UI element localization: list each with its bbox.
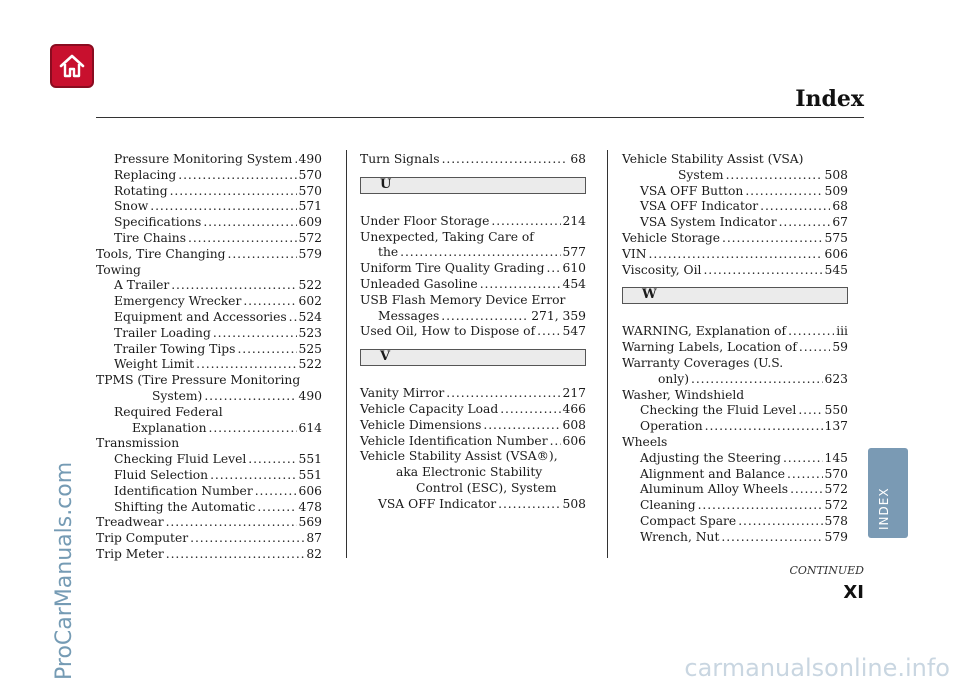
entry-label: Operation xyxy=(640,419,703,434)
page-reference[interactable]: 68 xyxy=(570,152,586,166)
page-reference[interactable]: 508 xyxy=(824,167,848,182)
entry-label: Vehicle Identification Number xyxy=(360,433,548,448)
page-reference[interactable]: 87 xyxy=(306,531,322,546)
index-entry[interactable] xyxy=(360,245,586,261)
index-heading: Warranty Coverages (U.S. xyxy=(622,355,784,370)
index-entry[interactable] xyxy=(96,342,322,358)
entry-label: Under Floor Storage xyxy=(360,213,490,228)
entry-label: WARNING, Explanation of xyxy=(622,324,787,339)
dot-leader xyxy=(188,231,296,247)
dot-leader xyxy=(726,168,823,184)
index-column-3 xyxy=(622,152,848,546)
entry-label: Vehicle Dimensions xyxy=(360,417,482,432)
entry-label: Trip Computer xyxy=(96,531,189,546)
column-divider xyxy=(607,150,608,558)
dot-leader xyxy=(204,389,296,405)
index-heading: Washer, Windshield xyxy=(622,387,745,402)
entry-label: Shifting the Automatic xyxy=(114,499,256,514)
entry-label: Replacing xyxy=(114,167,177,182)
index-entry[interactable] xyxy=(622,168,848,184)
entry-label: Turn Signals xyxy=(360,152,440,166)
index-entry[interactable] xyxy=(96,357,322,373)
index-entry[interactable] xyxy=(360,402,586,418)
index-entry[interactable] xyxy=(622,498,848,514)
dot-leader xyxy=(783,451,823,467)
home-icon xyxy=(57,51,87,81)
index-entry[interactable] xyxy=(96,247,322,263)
dot-leader xyxy=(248,452,296,468)
dot-leader xyxy=(255,484,297,500)
letter-section-header xyxy=(360,177,586,194)
page-reference[interactable]: 522 xyxy=(298,278,322,293)
index-entry[interactable] xyxy=(96,484,322,500)
page-reference[interactable]: 606 xyxy=(562,433,586,448)
page-reference[interactable]: 137 xyxy=(824,419,848,434)
page-reference[interactable]: 524 xyxy=(298,309,322,324)
page-reference[interactable]: 606 xyxy=(824,246,848,261)
entry-label: Snow xyxy=(114,199,149,214)
page-reference[interactable]: 490 xyxy=(298,152,322,166)
entry-label: Emergency Wrecker xyxy=(114,294,242,309)
page-reference[interactable]: 606 xyxy=(298,483,322,498)
dot-leader xyxy=(546,261,560,277)
entry-label: VSA OFF Indicator xyxy=(640,199,759,214)
index-entry[interactable] xyxy=(96,231,322,247)
page-reference[interactable]: 551 xyxy=(298,467,322,482)
index-entry[interactable] xyxy=(96,168,322,184)
dot-leader xyxy=(721,530,822,546)
page-reference[interactable]: 569 xyxy=(298,515,322,530)
letter-section-header xyxy=(360,349,586,366)
page-reference[interactable]: 572 xyxy=(824,498,848,513)
index-entry[interactable] xyxy=(360,309,586,325)
entry-label: System) xyxy=(152,388,203,403)
index-heading: Towing xyxy=(96,262,141,277)
index-entry[interactable] xyxy=(96,152,322,168)
page-reference[interactable]: 525 xyxy=(298,341,322,356)
index-entry[interactable] xyxy=(360,261,586,277)
dot-leader xyxy=(798,403,822,419)
index-entry[interactable] xyxy=(622,372,848,388)
entry-label: System xyxy=(678,167,724,182)
index-side-tab[interactable] xyxy=(868,448,908,538)
index-entry[interactable] xyxy=(96,199,322,215)
entry-label: Unleaded Gasoline xyxy=(360,276,478,291)
entry-label: Trailer Loading xyxy=(114,325,211,340)
page-reference[interactable]: 614 xyxy=(298,420,322,435)
dot-leader xyxy=(799,340,830,356)
entry-label: Equipment and Accessories xyxy=(114,309,287,324)
dot-leader xyxy=(480,277,561,293)
index-entry[interactable] xyxy=(622,482,848,498)
entry-label: Checking Fluid Level xyxy=(114,452,247,467)
index-entry[interactable] xyxy=(96,184,322,200)
index-heading: TPMS (Tire Pressure Monitoring xyxy=(96,373,301,388)
entry-label: the xyxy=(378,245,399,260)
dot-leader xyxy=(190,531,304,547)
dot-leader xyxy=(166,515,297,531)
index-entry[interactable] xyxy=(622,324,848,340)
index-entry[interactable] xyxy=(96,326,322,342)
entry-label: Warning Labels, Location of xyxy=(622,340,797,355)
index-heading: Unexpected, Taking Care of xyxy=(360,229,534,244)
dot-leader xyxy=(166,547,305,563)
entry-label: Viscosity, Oil xyxy=(622,262,702,277)
letter-section-header xyxy=(622,287,848,304)
dot-leader xyxy=(289,310,297,326)
page-reference[interactable]: 570 xyxy=(824,466,848,481)
dot-leader xyxy=(257,500,296,516)
dot-leader xyxy=(294,152,296,168)
dot-leader xyxy=(722,231,823,247)
index-entry[interactable] xyxy=(622,231,848,247)
entry-label: VSA OFF Button xyxy=(640,183,744,198)
index-entry[interactable] xyxy=(360,277,586,293)
page-reference[interactable]: 609 xyxy=(298,215,322,230)
dot-leader xyxy=(788,324,834,340)
index-heading: USB Flash Memory Device Error xyxy=(360,292,566,307)
entry-label: Vanity Mirror xyxy=(360,386,445,401)
entry-label: Treadwear xyxy=(96,515,164,530)
index-entry[interactable] xyxy=(360,497,586,513)
dot-leader xyxy=(209,421,297,437)
entry-label: Cleaning xyxy=(640,498,696,513)
entry-label: Trip Meter xyxy=(96,546,164,561)
dot-leader xyxy=(150,199,296,215)
index-entry[interactable] xyxy=(96,452,322,468)
page-number: XI xyxy=(843,582,864,603)
dot-leader xyxy=(500,402,560,418)
page-reference[interactable]: 572 xyxy=(298,230,322,245)
page-reference[interactable]: 602 xyxy=(298,294,322,309)
index-entry[interactable] xyxy=(96,468,322,484)
page-reference[interactable]: 454 xyxy=(562,276,586,291)
entry-label: Tools, Tire Changing xyxy=(96,246,226,261)
index-entry[interactable] xyxy=(360,386,586,402)
dot-leader xyxy=(498,497,560,513)
index-entry[interactable] xyxy=(622,184,848,200)
entry-label: Fluid Selection xyxy=(114,467,209,482)
index-entry[interactable] xyxy=(360,324,586,340)
index-heading: aka Electronic Stability xyxy=(396,465,543,480)
dot-leader xyxy=(760,199,830,215)
entry-label: Explanation xyxy=(132,420,207,435)
index-entry[interactable] xyxy=(360,214,586,230)
section-letter: V xyxy=(380,349,391,365)
index-entry[interactable] xyxy=(622,530,848,546)
page-reference[interactable]: 490 xyxy=(298,388,322,403)
index-entry[interactable] xyxy=(622,467,848,483)
page-reference[interactable]: 508 xyxy=(562,496,586,511)
dot-leader xyxy=(537,324,560,340)
page-reference[interactable]: 478 xyxy=(298,499,322,514)
entry-label: Rotating xyxy=(114,183,168,198)
index-entry[interactable] xyxy=(622,451,848,467)
index-entry[interactable] xyxy=(96,500,322,516)
page-reference[interactable]: 579 xyxy=(824,529,848,544)
section-letter: W xyxy=(642,287,657,303)
index-heading: Transmission xyxy=(96,436,180,451)
entry-label: Adjusting the Steering xyxy=(640,450,781,465)
page-reference[interactable]: 522 xyxy=(298,357,322,372)
page-reference[interactable]: 67 xyxy=(832,215,848,230)
dot-leader xyxy=(491,214,560,230)
dot-leader xyxy=(787,467,823,483)
index-entry[interactable] xyxy=(96,547,322,563)
watermark-left: ProCarManuals.com xyxy=(52,461,77,680)
dot-leader xyxy=(698,498,823,514)
dot-leader xyxy=(243,294,296,310)
header-divider xyxy=(96,117,864,118)
index-entry[interactable] xyxy=(622,419,848,435)
continued-label: CONTINUED xyxy=(789,564,864,577)
dot-leader xyxy=(691,372,823,388)
index-column-1 xyxy=(96,152,322,563)
dot-leader xyxy=(170,184,297,200)
section-letter: U xyxy=(380,176,392,192)
dot-leader xyxy=(446,386,560,402)
page-title: Index xyxy=(795,86,864,112)
index-column-2 xyxy=(360,152,586,513)
dot-leader xyxy=(705,419,823,435)
page-reference[interactable]: 545 xyxy=(824,262,848,277)
index-entry[interactable] xyxy=(96,310,322,326)
page-reference[interactable]: 145 xyxy=(824,450,848,465)
entry-label: Aluminum Alloy Wheels xyxy=(640,482,789,497)
index-entry[interactable] xyxy=(360,418,586,434)
dot-leader xyxy=(483,418,560,434)
entry-label: Checking the Fluid Level xyxy=(640,403,797,418)
entry-label: Used Oil, How to Dispose of xyxy=(360,324,536,339)
page-reference[interactable]: 571 xyxy=(298,199,322,214)
index-entry[interactable] xyxy=(622,215,848,231)
page-reference[interactable]: 570 xyxy=(298,167,322,182)
page-reference[interactable]: 572 xyxy=(824,482,848,497)
page-reference[interactable]: 551 xyxy=(298,452,322,467)
index-entry[interactable] xyxy=(360,152,586,168)
entry-label: Alignment and Balance xyxy=(640,466,785,481)
entry-label: Weight Limit xyxy=(114,357,195,372)
index-entry[interactable] xyxy=(360,434,586,450)
index-entry[interactable] xyxy=(622,403,848,419)
dot-leader xyxy=(196,357,296,373)
entry-label: Uniform Tire Quality Grading xyxy=(360,261,545,276)
index-entry[interactable] xyxy=(96,294,322,310)
page-reference[interactable]: 577 xyxy=(562,245,586,260)
entry-label: VIN xyxy=(622,246,647,261)
index-entry[interactable] xyxy=(622,340,848,356)
dot-leader xyxy=(790,482,822,498)
page-reference[interactable]: 550 xyxy=(824,403,848,418)
index-heading: Required Federal xyxy=(114,404,223,419)
dot-leader xyxy=(228,247,297,263)
dot-leader xyxy=(649,247,823,263)
index-entry[interactable] xyxy=(96,389,322,405)
index-entry[interactable] xyxy=(622,199,848,215)
entry-label: Messages xyxy=(378,308,440,323)
dot-leader xyxy=(703,263,822,279)
dot-leader xyxy=(441,309,529,325)
index-heading: Vehicle Stability Assist (VSA®), xyxy=(360,449,558,464)
entry-label: Vehicle Capacity Load xyxy=(360,401,499,416)
page-reference[interactable]: 466 xyxy=(562,401,586,416)
dot-leader xyxy=(442,152,569,168)
entry-label: Vehicle Storage xyxy=(622,230,721,245)
entry-label: only) xyxy=(658,371,690,386)
index-entry[interactable] xyxy=(622,514,848,530)
page-reference[interactable]: 59 xyxy=(832,340,848,355)
dot-leader xyxy=(779,215,831,231)
entry-label: A Trailer xyxy=(114,278,170,293)
watermark-bottom: carmanualsonline.info xyxy=(684,654,950,682)
column-divider xyxy=(346,150,347,558)
page-reference[interactable]: 217 xyxy=(562,386,586,401)
entry-label: Tire Chains xyxy=(114,230,187,245)
index-entry[interactable] xyxy=(622,263,848,279)
dot-leader xyxy=(237,342,296,358)
dot-leader xyxy=(213,326,297,342)
page-reference[interactable]: 608 xyxy=(562,417,586,432)
page-reference[interactable]: 610 xyxy=(562,261,586,276)
index-entry[interactable] xyxy=(96,421,322,437)
entry-label: Identification Number xyxy=(114,483,253,498)
page-reference[interactable]: 509 xyxy=(824,183,848,198)
page-reference[interactable]: 214 xyxy=(562,213,586,228)
page-reference[interactable]: 575 xyxy=(824,230,848,245)
entry-label: Specifications xyxy=(114,215,202,230)
entry-label: VSA System Indicator xyxy=(640,215,777,230)
entry-label: VSA OFF Indicator xyxy=(378,496,497,511)
page-reference[interactable]: 271, 359 xyxy=(531,308,586,323)
index-heading: Wheels xyxy=(622,434,668,449)
dot-leader xyxy=(550,434,561,450)
home-button[interactable] xyxy=(50,44,94,88)
page-reference[interactable]: 68 xyxy=(832,199,848,214)
index-entry[interactable] xyxy=(96,531,322,547)
page-reference[interactable]: 547 xyxy=(562,324,586,339)
dot-leader xyxy=(210,468,296,484)
entry-label: Trailer Towing Tips xyxy=(114,341,236,356)
page-reference[interactable]: 82 xyxy=(306,546,322,561)
index-heading: Control (ESC), System xyxy=(416,480,557,495)
page-reference[interactable]: 578 xyxy=(824,513,848,528)
page-reference[interactable]: 623 xyxy=(824,371,848,386)
index-entry[interactable] xyxy=(622,247,848,263)
side-tab-label: INDEX xyxy=(877,487,891,530)
index-heading: Vehicle Stability Assist (VSA) xyxy=(622,152,804,166)
dot-leader xyxy=(745,184,822,200)
entry-label: Compact Spare xyxy=(640,513,737,528)
dot-leader xyxy=(171,278,296,294)
index-entry[interactable] xyxy=(96,215,322,231)
page-reference[interactable]: 579 xyxy=(298,246,322,261)
dot-leader xyxy=(400,245,560,261)
page-reference[interactable]: iii xyxy=(836,324,848,339)
index-entry[interactable] xyxy=(96,515,322,531)
entry-label: Wrench, Nut xyxy=(640,529,720,544)
page-reference[interactable]: 523 xyxy=(298,325,322,340)
dot-leader xyxy=(738,514,822,530)
entry-label: Pressure Monitoring System xyxy=(114,152,293,166)
index-entry[interactable] xyxy=(96,278,322,294)
dot-leader xyxy=(203,215,296,231)
page-reference[interactable]: 570 xyxy=(298,183,322,198)
dot-leader xyxy=(178,168,296,184)
